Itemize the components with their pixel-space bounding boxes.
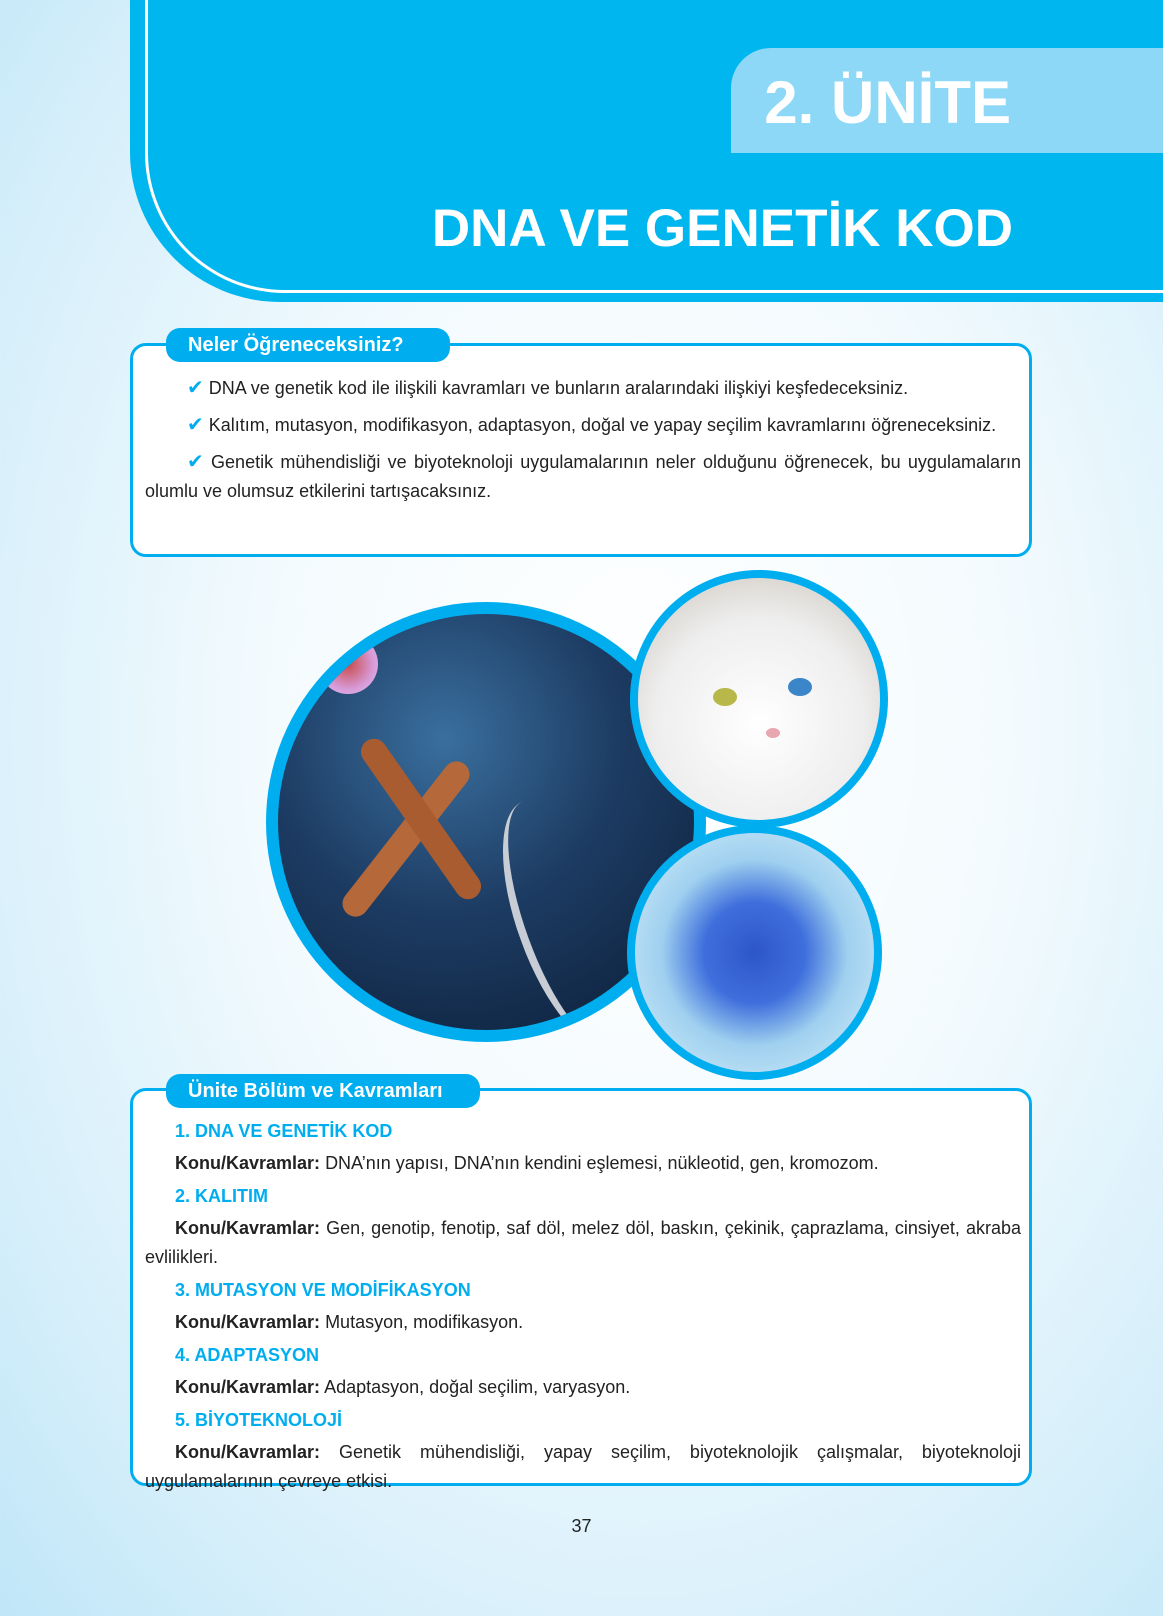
goal-text: Kalıtım, mutasyon, modifikasyon, adaptasyon, doğal ve yapay seçilim kavramlarını öğreneceksiniz. [208,415,997,435]
concepts-label: Konu/Kavramlar: [175,1153,321,1173]
section-item [133,1117,1029,1178]
concepts-label: Konu/Kavramlar: [175,1312,321,1332]
learning-goals-box [130,343,1032,557]
learning-goals-label: Neler Öğreneceksiniz? [166,328,450,362]
section-title: 4. ADAPTASYON [175,1345,320,1365]
cell-injection-image [627,825,882,1080]
concepts-label: Konu/Kavramlar: [175,1218,321,1238]
goal-item [145,448,1021,506]
goal-item [145,411,1021,440]
section-title: 1. DNA VE GENETİK KOD [175,1121,393,1141]
page-title: DNA VE GENETİK KOD [431,199,1013,258]
section-title: 2. KALITIM [175,1186,268,1206]
section-concepts [145,1149,1021,1178]
section-item [133,1406,1029,1496]
goal-item [145,374,1021,403]
concepts-text: Mutasyon, modifikasyon. [325,1312,524,1332]
section-concepts [145,1308,1021,1337]
section-item [133,1182,1029,1272]
check-icon: ✔ [187,451,204,473]
unit-label: 2. ÜNİTE [764,69,1011,136]
concepts-label: Konu/Kavramlar: [175,1377,321,1397]
unit-sections-label: Ünite Bölüm ve Kavramları [166,1074,480,1108]
section-concepts [145,1438,1021,1496]
section-title: 5. BİYOTEKNOLOJİ [175,1410,343,1430]
check-icon: ✔ [187,377,204,399]
unit-tab [731,48,1163,153]
concepts-text: Adaptasyon, doğal seçilim, varyasyon. [324,1377,631,1397]
concepts-label: Konu/Kavramlar: [175,1442,321,1462]
check-icon: ✔ [187,414,204,436]
concepts-text: Genetik mühendisliği, yapay seçilim, biyoteknolojik çalışmalar, biyoteknoloji uygulamalarının çevreye etkisi. [145,1442,1021,1491]
page-number: 37 [571,1516,592,1536]
section-title: 3. MUTASYON VE MODİFİKASYON [175,1280,471,1300]
section-concepts [145,1373,1021,1402]
section-item [133,1276,1029,1337]
cat-image [630,570,888,828]
unit-sections-box [130,1088,1032,1491]
concepts-text: Gen, genotip, fenotip, saf döl, melez döl, baskın, çekinik, çaprazlama, cinsiyet, akraba evlilikleri. [145,1218,1021,1267]
goal-text: DNA ve genetik kod ile ilişkili kavramları ve bunların aralarındaki ilişkiyi keşfedeceksiniz. [208,378,909,398]
section-item [133,1341,1029,1402]
section-concepts [145,1214,1021,1272]
goal-text: Genetik mühendisliği ve biyoteknoloji uygulamalarının neler olduğunu öğrenecek, bu uygulamaların olumlu ve olumsuz etkilerini tartışacaksınız. [145,452,1021,501]
concepts-text: DNA’nın yapısı, DNA’nın kendini eşlemesi, nükleotid, gen, kromozom. [325,1153,879,1173]
